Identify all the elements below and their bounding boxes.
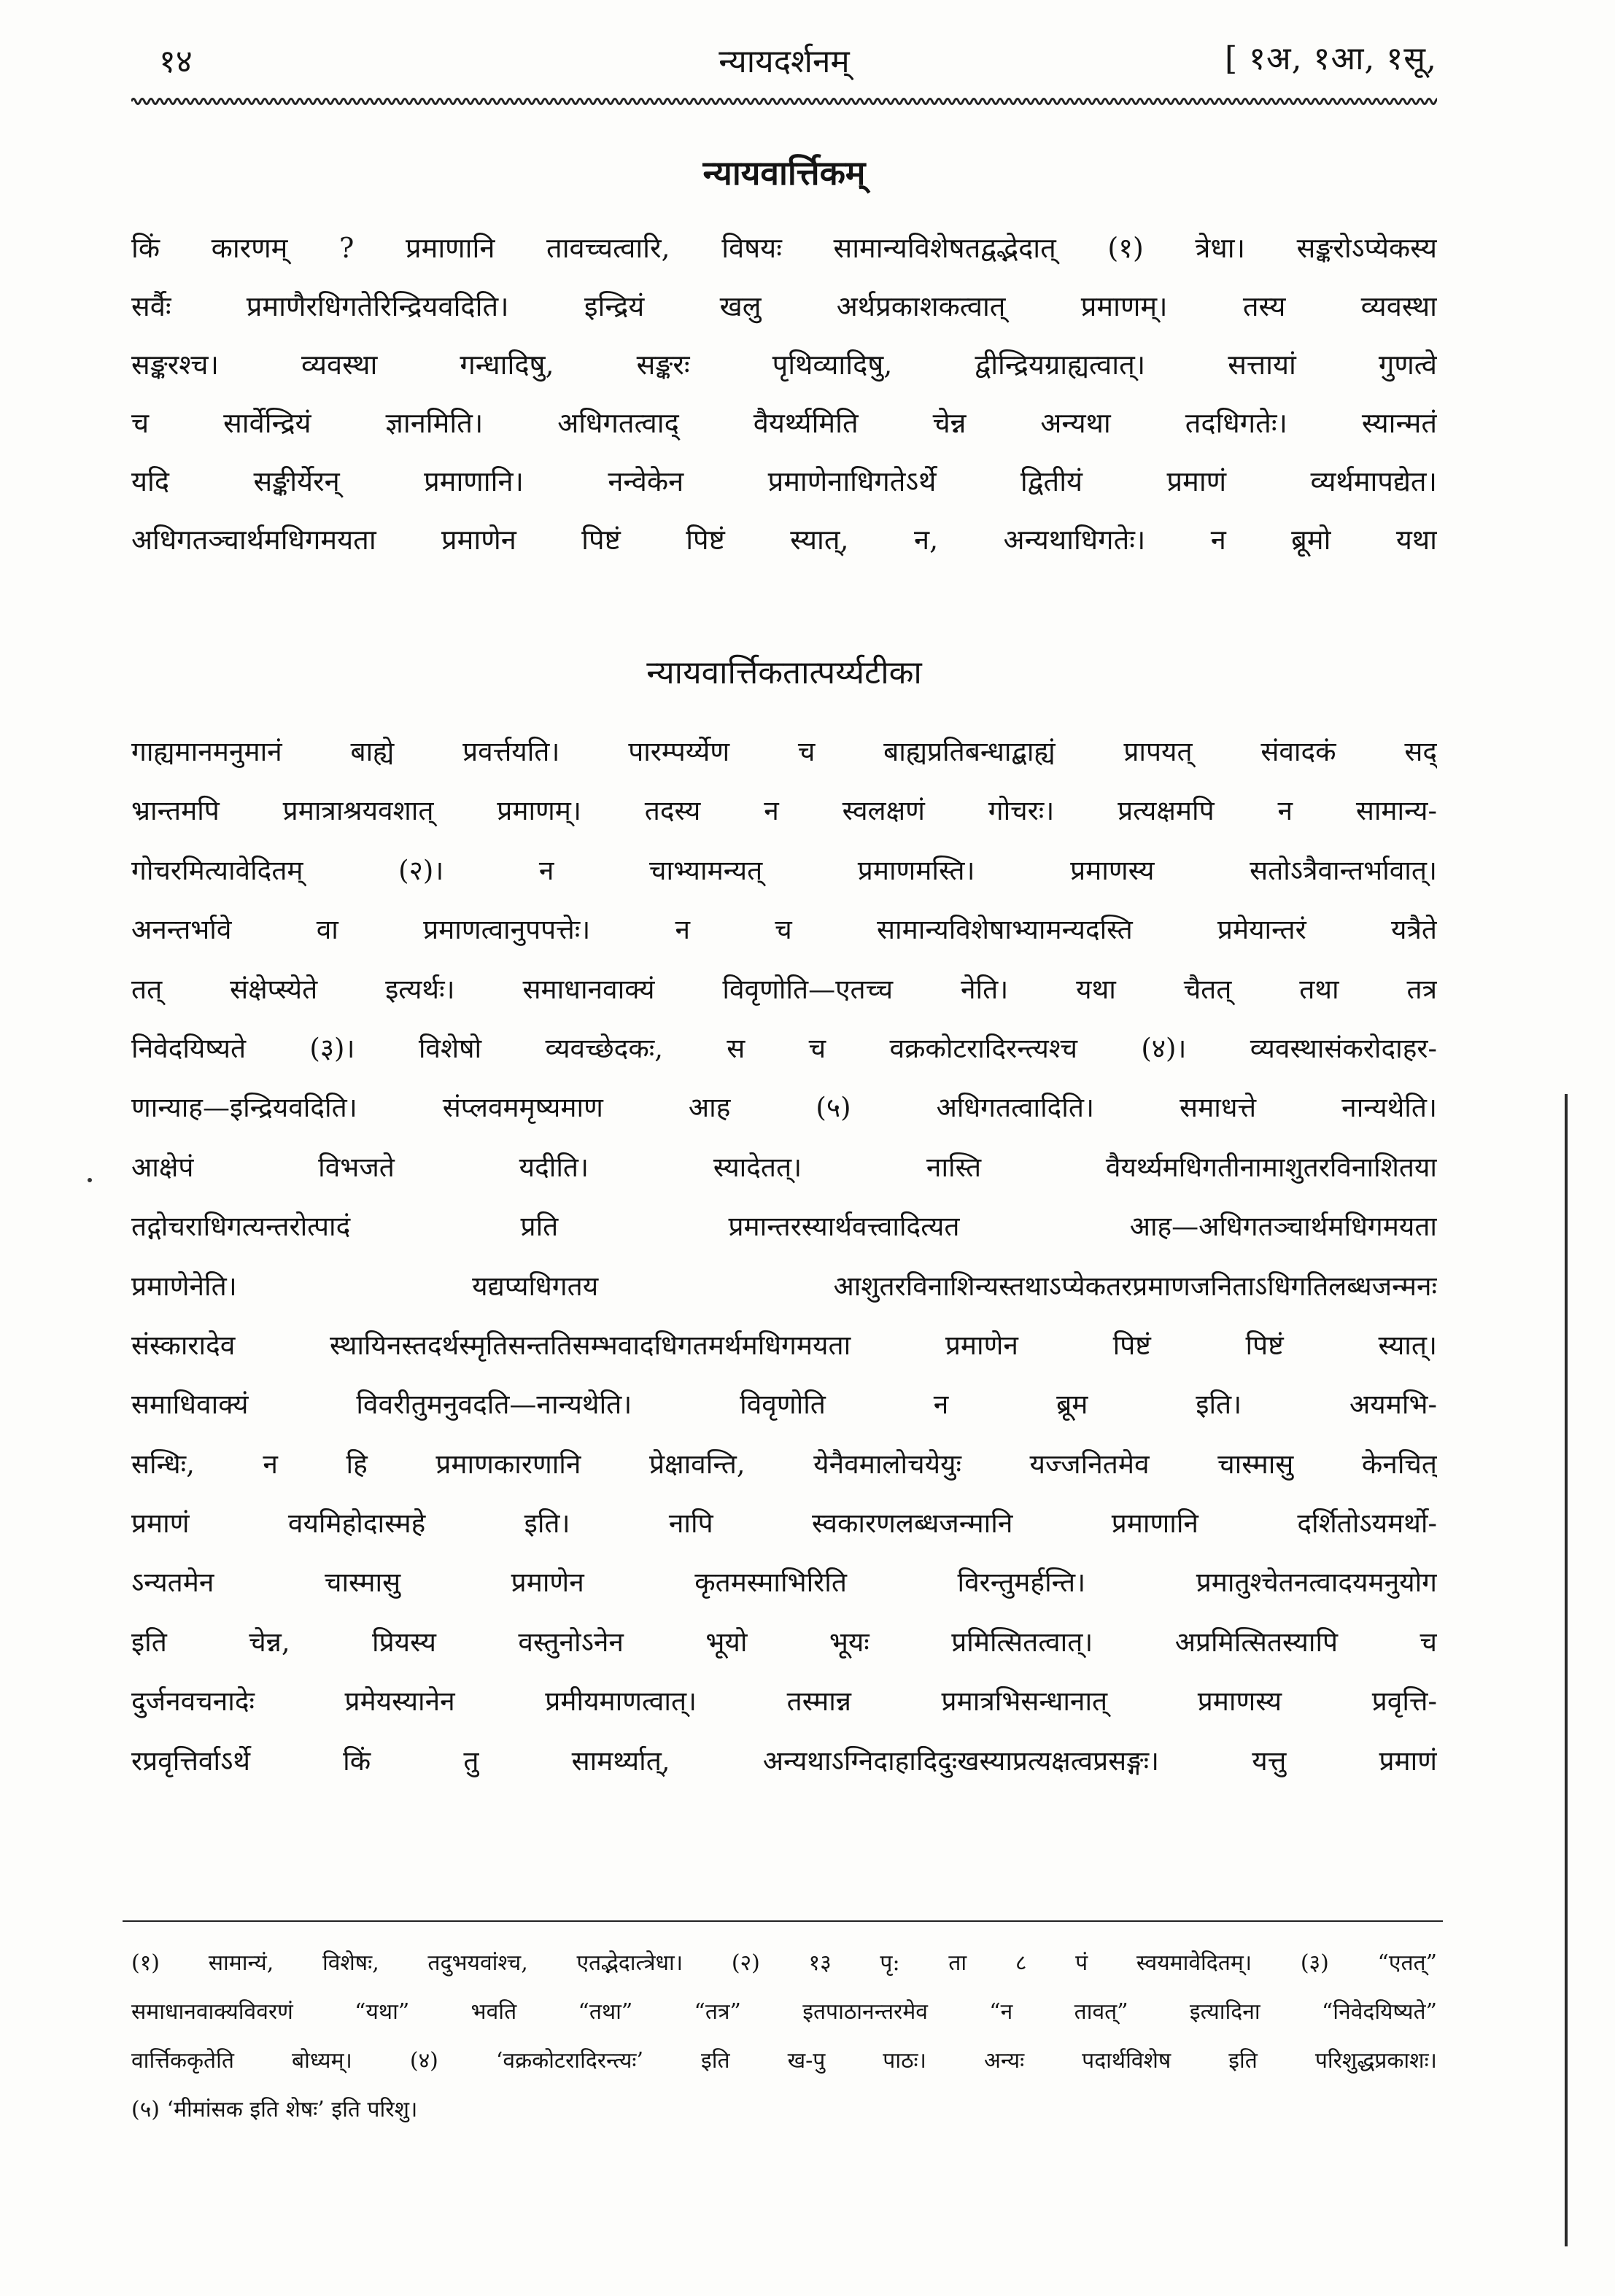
text-line: प्रमाणं वयमिहोदास्महे इति। नापि स्वकारणलब्धजन्मानि प्रमाणानि दर्शितोऽयमर्थो- [131,1508,1437,1540]
running-header [131,35,1437,86]
text-line: अनन्तर्भावे वा प्रमाणत्वानुपपत्तेः। न च सामान्यविशेषाभ्यामन्यदस्ति प्रमेयान्तरं यत्रैते [131,914,1437,946]
text-line: प्रमाणेनेति। यद्यप्यधिगतय आशुतरविनाशिन्यस्तथाऽप्येकतरप्रमाणजनिताऽधिगतिलब्धजन्मनः [131,1270,1437,1302]
text-line: यदि सङ्कीर्येरन् प्रमाणानि। नन्वेकेन प्रमाणेनाधिगतेऽर्थे द्वितीयं प्रमाणं व्यर्थमापद्येत। [131,465,1437,497]
footnote-line: समाधानवाक्यविवरणं “यथा” भवति “तथा” “तत्र” इतपाठानन्तरमेव “न तावत्” इत्यादिना “निवेदयिष्यते” [131,1999,1437,2025]
footnotes [131,1939,1437,2134]
footnote-line: (५) ‘मीमांसक इति शेषः’ इति परिशु। [131,2097,418,2122]
text-line: सर्वैः प्रमाणैरधिगतेरिन्द्रियवदिति। इन्द्रियं खलु अर्थप्रकाशकत्वात् प्रमाणम्। तस्य व्यवस्था [131,290,1437,322]
text-line: च सार्वेन्द्रियं ज्ञानमिति। अधिगतत्वाद् वैयर्थ्यमिति चेन्न अन्यथा तदधिगतेः। स्यान्मतं [131,407,1437,439]
text-line: समाधिवाक्यं विवरीतुमनुवदति—नान्यथेति। विवृणोति न ब्रूम इति। अयमभि- [131,1389,1437,1421]
footnote-line: (१) सामान्यं, विशेषः, तदुभयवांश्च, एतद्भेदात्त्रेधा। (२) १३ पृ: ता ८ पं स्वयमावेदितम्। (३) “एतत्” [131,1950,1437,1976]
ink-speck [88,1178,92,1182]
text-line: अधिगतञ्चार्थमधिगमयता प्रमाणेन पिष्टं पिष्टं स्यात्, न, अन्यथाधिगतेः। न ब्रूमो यथा [131,524,1437,556]
text-line: दुर्जनवचनादेः प्रमेयस्यानेन प्रमीयमाणत्वात्। तस्मान्न प्रमात्रभिसन्धानात् प्रमाणस्य प्रवृत्ति- [131,1686,1437,1718]
footnote-line: वार्त्तिककृतेति बोध्यम्। (४) ‘वक्रकोटरादिरन्त्यः’ इति ख-पु पाठः। अन्यः पदार्थविशेष इति परिशुद्धप्रकाशः। [131,2048,1437,2074]
text-line: गोचरमित्यावेदितम् (२)। न चाभ्यामन्यत् प्रमाणमस्ति। प्रमाणस्य सतोऽत्रैवान्तर्भावात्। [131,854,1437,886]
text-line: सन्धिः, न हि प्रमाणकारणानि प्रेक्षावन्ति, येनैवमालोचयेयुः यज्जनितमेव चास्मासु केनचित् [131,1448,1437,1480]
text-line: संस्कारादेव स्थायिनस्तदर्थस्मृतिसन्ततिसम्भवादधिगतमर्थमधिगमयता प्रमाणेन पिष्टं पिष्टं स्यात्। [131,1329,1437,1361]
text-line: गाह्यमानमनुमानं बाह्ये प्रवर्त्तयति। पारम्पर्य्येण च बाह्यप्रतिबन्धाद्बाह्यं प्रापयत् संवादकं सद् [131,736,1437,767]
page-edge-mark [1565,1094,1568,2246]
page-title: न्यायदर्शनम् [719,43,850,80]
commentary-heading: न्यायवार्त्तिकतात्पर्य्यटीका [646,654,922,691]
text-line: रप्रवृत्तिर्वाऽर्थे किं तु सामर्थ्यात्, अन्यथाऽग्निदाहादिदुःखस्याप्रत्यक्षत्वप्रसङ्गः। यत्तु प्रमाणं [131,1745,1437,1777]
text-line: णान्याह—इन्द्रियवदिति। संप्लवममृष्यमाण आह (५) अधिगतत्वादिति। समाधत्ते नान्यथेति। [131,1092,1437,1124]
text-line: सङ्करश्च। व्यवस्था गन्धादिषु, सङ्करः पृथिव्यादिषु, द्वीन्द्रियग्राह्यत्वात्। सत्तायां गुणत्वे [131,349,1437,381]
text-line: तद्गोचराधिगत्यन्तरोत्पादं प्रति प्रमान्तरस्यार्थवत्त्वादित्यत आह—अधिगतञ्चार्थमधिगमयता [131,1211,1437,1243]
text-line: इति चेन्न, प्रियस्य वस्तुनोऽनेन भूयो भूयः प्रमित्सितत्वात्। अप्रमित्सितस्यापि च [131,1626,1437,1658]
main-text-heading: न्यायवार्त्तिकम् [702,153,866,193]
page-number: १४ [159,43,193,80]
wavy-header-rule [131,95,1437,108]
main-text [131,219,1437,569]
commentary-text [131,722,1437,1791]
text-line: निवेदयिष्यते (३)। विशेषो व्यवच्छेदकः, स च वक्रकोटरादिरन्त्यश्च (४)। व्यवस्थासंकरोदाहर- [131,1032,1437,1064]
text-line: ऽन्यतमेन चास्मासु प्रमाणेन कृतमस्माभिरिति विरन्तुमर्हन्ति। प्रमातुश्चेतनत्वादयमनुयोग [131,1567,1437,1599]
text-line: तत् संक्षेप्स्येते इत्यर्थः। समाधानवाक्यं विवृणोति—एतच्च नेति। यथा चैतत् तथा तत्र [131,973,1437,1005]
footnote-divider [123,1920,1443,1922]
text-line: भ्रान्तमपि प्रमात्राश्रयवशात् प्रमाणम्। तदस्य न स्वलक्षणं गोचरः। प्रत्यक्षमपि न सामान्य- [131,795,1437,827]
section-reference: [ १अ, १आ, १सू, [1224,40,1437,77]
text-line: किं कारणम् ? प्रमाणानि तावच्चत्वारि, विषयः सामान्यविशेषतद्वद्भेदात् (१) त्रेधा। सङ्करोऽप्येकस्य [131,232,1437,264]
text-line: आक्षेपं विभजते यदीति। स्यादेतत्। नास्ति वैयर्थ्यमधिगतीनामाशुतरविनाशितया [131,1151,1437,1183]
